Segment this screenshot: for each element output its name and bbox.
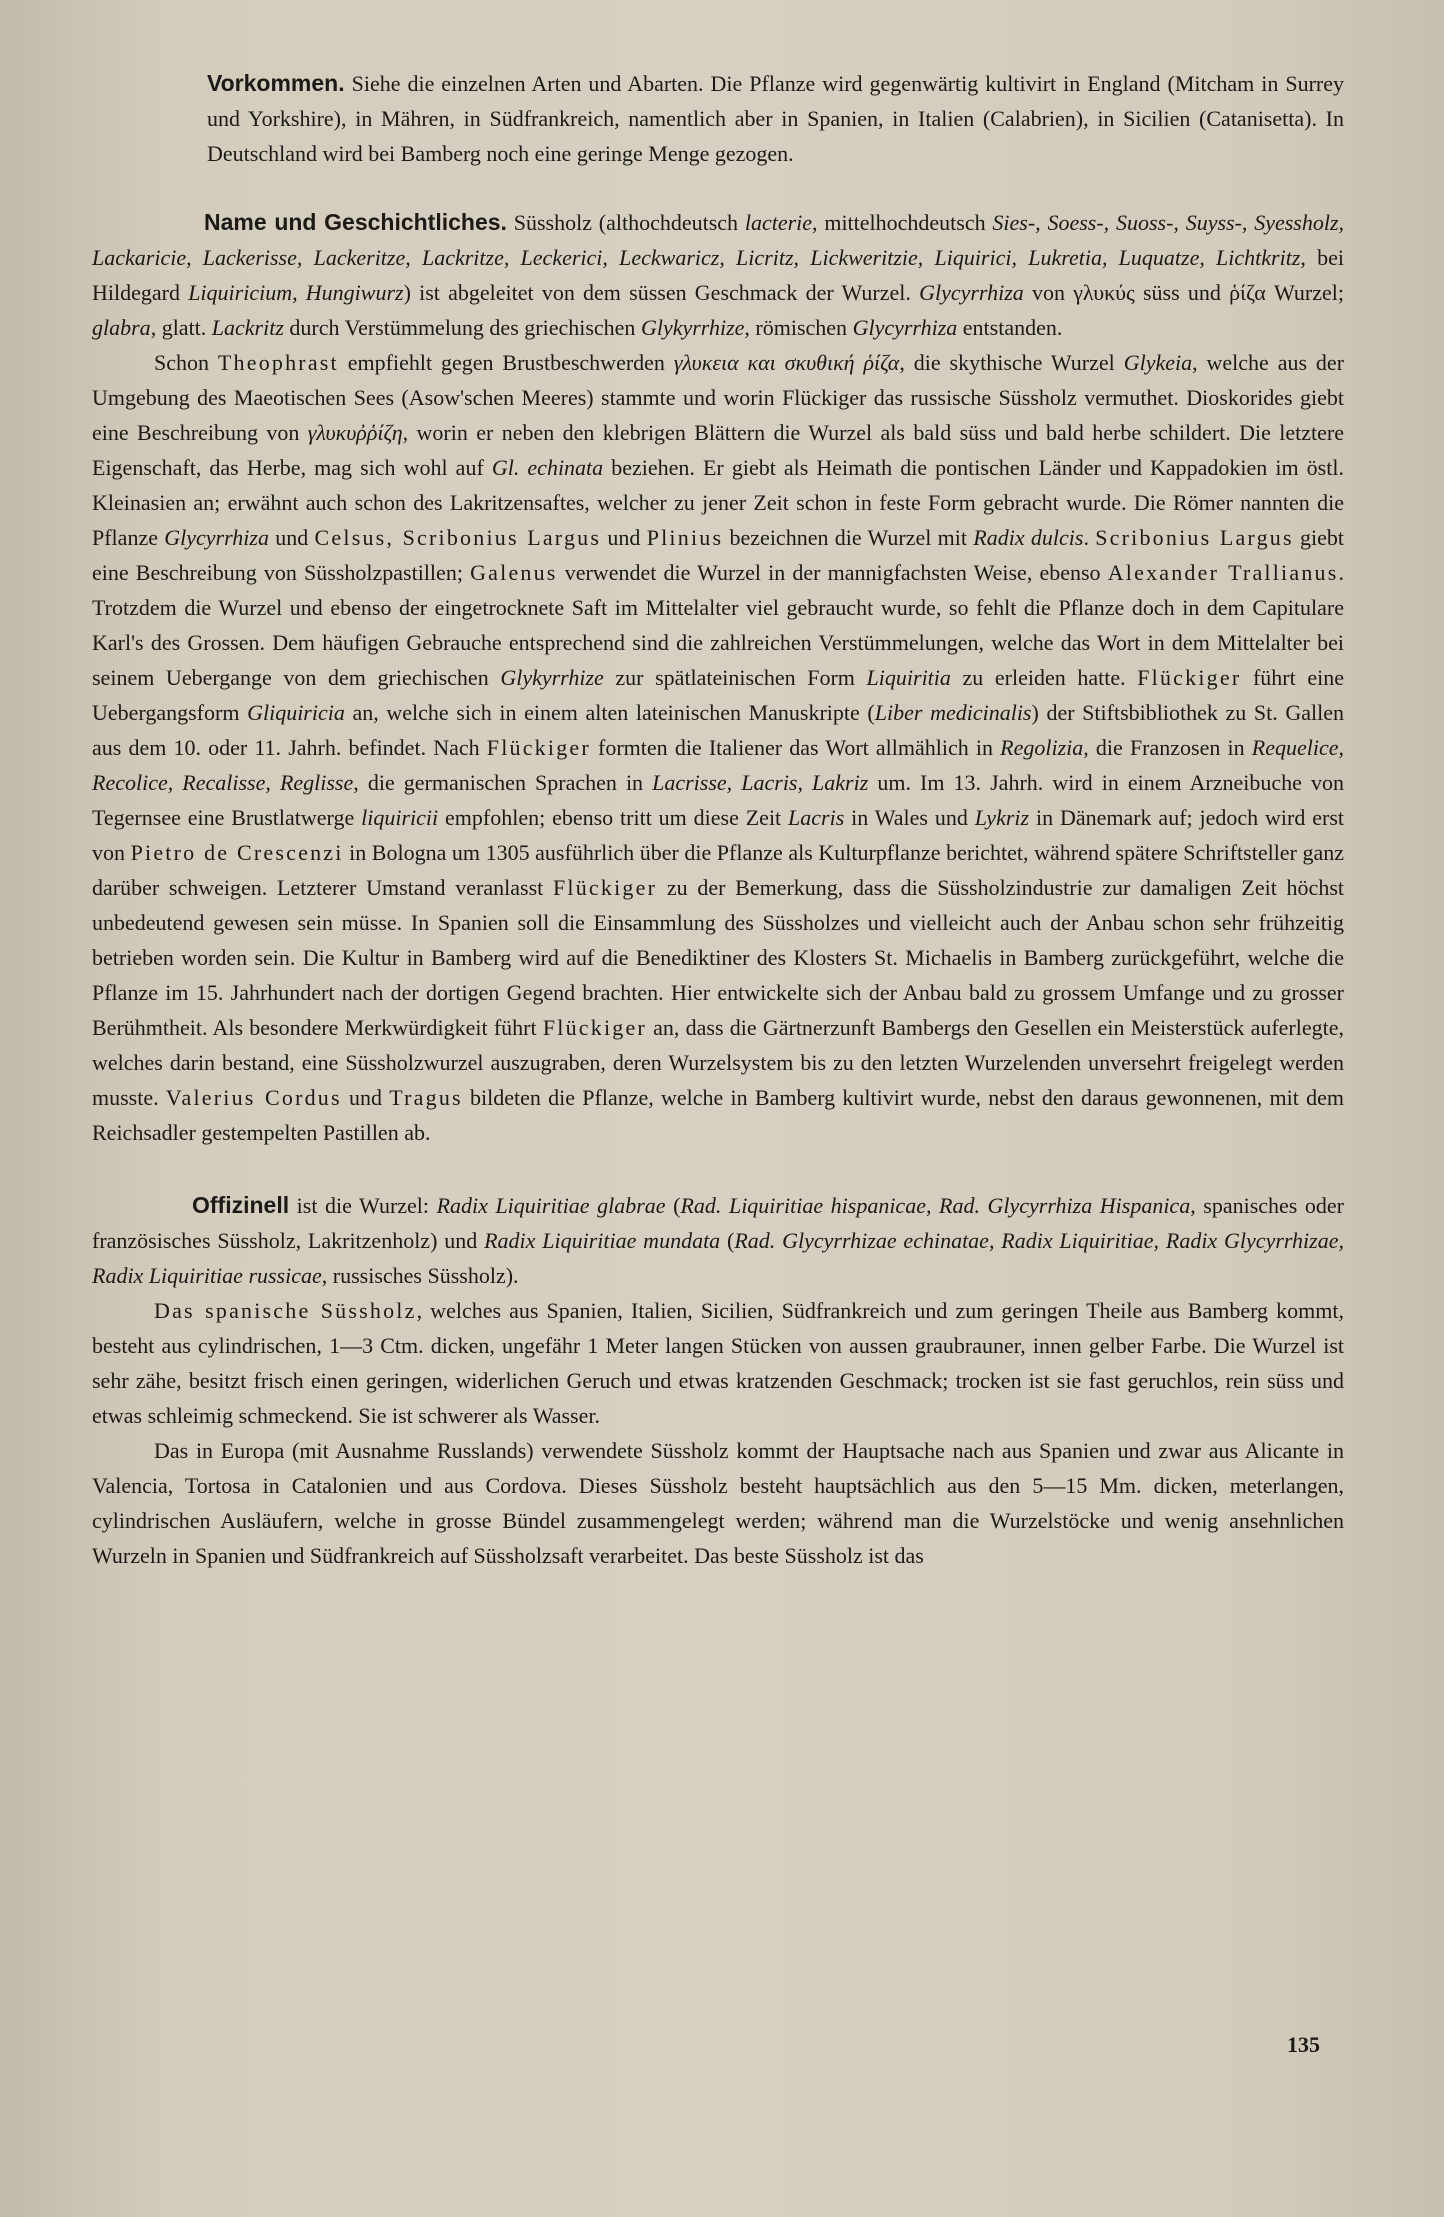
- text-run: Schon: [154, 350, 218, 375]
- text-run: , worin er neben den klebrigen Blättern die Wurzel als bald süss und bald herbe schildert. Die letztere Eigenschaft, das Herbe, mag sich wohl auf: [92, 420, 1344, 480]
- italic-term: Radix Liquiritiae mundata: [484, 1228, 721, 1253]
- italic-term: Lykriz: [974, 805, 1030, 830]
- text-run: um. Im 13. Jahrh. wird in einem Arzneibuche von Tegernsee eine Brustlatwerge: [92, 770, 1344, 830]
- text-run: empfiehlt gegen Brustbeschwerden: [338, 350, 674, 375]
- italic-term: Lacris: [788, 805, 845, 830]
- spaced-name: Flückiger: [552, 875, 658, 900]
- text-run: , mittelhochdeutsch: [812, 210, 993, 235]
- section-heading: Name und Geschichtliches.: [204, 209, 507, 235]
- paragraph: [92, 345, 1344, 1150]
- page-number: 135: [1287, 2032, 1320, 2057]
- text-run: , bei Hildegard: [92, 245, 1344, 305]
- text-run: beziehen. Er giebt als Heimath die pontischen Länder und Kappadokien im östl. Kleinasien an; erwähnt auch schon des Lakritzensaftes, welcher zu jener Zeit schon in feste Form gebracht wurde. Die Römer nannten die Pflanze: [92, 455, 1344, 550]
- text-run: , die germanischen Sprachen in: [353, 770, 653, 795]
- text-run: zu der Bemerkung, dass die Süssholzindustrie zur damaligen Zeit höchst unbedeutend gewesen sein müsse. In Spanien soll die Einsammlung des Süssholzes und vielleicht auch der Anbau schon sehr frühzeitig betrieben worden sein. Die Kultur in Bamberg wird auf die Benediktiner des Klosters St. Michaelis in Bamberg zurückgeführt, welche die Pflanze im 15. Jahrhundert nach der dortigen Gegend brachten. Hier entwickelte sich der Anbau bald zu grossem Umfange und zu grosser Berühmtheit. Als besondere Merkwürdigkeit führt: [92, 875, 1344, 1040]
- italic-term: Gl. echinata: [491, 455, 604, 480]
- text-run: Süssholz (althochdeutsch: [513, 210, 745, 235]
- text-run: ) ist abgeleitet von dem süssen Geschmack der Wurzel.: [403, 280, 920, 305]
- text-run: (: [665, 1193, 681, 1218]
- italic-term: glabra: [92, 315, 151, 340]
- italic-term: Lacrisse, Lacris, Lakriz: [652, 770, 869, 795]
- italic-term: Sies-, Soess-, Suoss-, Suyss-, Syessholz, Lackaricie, Lackerisse, Lackeritze, Lackritze, Leckerici, Leckwaricz, Licritz, Lickweritzie, Liquirici, Lukretia, Luquatze, Lichtkritz: [92, 210, 1345, 270]
- spaced-name: Scribonius Largus: [1095, 525, 1294, 550]
- italic-term: Glycyrrhiza: [919, 280, 1024, 305]
- text-run: formten die Italiener das Wort allmählich in: [590, 735, 1001, 760]
- text-run: .: [1083, 525, 1096, 550]
- text-run: . Trotzdem die Wurzel und ebenso der eingetrocknete Saft im Mittelalter viel gebraucht wurde, so fehlt die Pflanze doch in dem Capitulare Karl's des Grossen. Dem häufigen Gebrauche entsprechend sind die zahlreichen Verstümmelungen, welche das Wort in dem Mittelalter bei seinem Uebergange von dem griechischen: [92, 560, 1344, 690]
- italic-term: Radix dulcis: [973, 525, 1084, 550]
- spaced-name: Celsus, Scribonius Largus: [314, 525, 602, 550]
- text-run: durch Verstümmelung des griechischen: [283, 315, 641, 340]
- italic-term: Rad. Liquiritiae hispanicae, Rad. Glycyrrhiza Hispanica: [680, 1193, 1191, 1218]
- text-run: verwendet die Wurzel in der mannigfachsten Weise, ebenso: [557, 560, 1108, 585]
- italic-term: γλυκεια και σκυθική ῥίζα: [673, 350, 900, 375]
- italic-term: Lackritz: [211, 315, 284, 340]
- paragraph: [92, 1188, 1344, 1293]
- italic-term: Rad. Glycyrrhizae echinatae, Radix Liquiritiae, Radix Glycyrrhizae, Radix Liquiritiae russicae: [92, 1228, 1344, 1288]
- italic-term: Glykyrrhize: [640, 315, 745, 340]
- text-run: ist die Wurzel:: [289, 1193, 437, 1218]
- section-heading: Vorkommen.: [207, 70, 345, 96]
- italic-term: Liquiricium, Hungiwurz: [188, 280, 404, 305]
- paragraph: [92, 205, 1344, 345]
- spaced-name: Plinius: [646, 525, 724, 550]
- italic-term: Glycyrrhiza: [164, 525, 269, 550]
- paragraph-text: Siehe die einzelnen Arten und Abarten. Die Pflanze wird gegenwärtig kultivirt in England (Mitcham in Surrey und Yorkshire), in Mähren, in Südfrankreich, namentlich aber in Spanien, in Italien (Calabrien), in Sicilien (Catanisetta). In Deutschland wird bei Bamberg noch eine geringe Menge gezogen.: [207, 71, 1344, 166]
- text-run: an, dass die Gärtnerzunft Bambergs den Gesellen ein Meisterstück auferlegte, welches darin bestand, eine Süssholzwurzel auszugraben, deren Wurzelsystem bis zu den letzten Wurzelenden unversehrt freigelegt werden musste.: [92, 1015, 1345, 1110]
- text-run: , die Franzosen in: [1083, 735, 1252, 760]
- text-run: und: [268, 525, 315, 550]
- spaced-name: Theophrast: [217, 350, 339, 375]
- text-run: und: [341, 1085, 390, 1110]
- italic-term: liquiricii: [361, 805, 439, 830]
- text-run: an, welche sich in einem alten lateinischen Manuskripte (: [344, 700, 875, 725]
- italic-term: Radix Liquiritiae glabrae: [436, 1193, 666, 1218]
- spaced-name: Flückiger: [486, 735, 591, 760]
- text-run: führt eine Uebergangsform: [92, 665, 1344, 725]
- text-run: in Dänemark auf; jedoch wird erst von: [92, 805, 1344, 865]
- text-run: (: [720, 1228, 735, 1253]
- text-run: , glatt.: [150, 315, 212, 340]
- section-offizinell: [92, 1188, 1344, 1573]
- text-run: , russisches Süssholz).: [321, 1263, 519, 1288]
- italic-term: Glykeia: [1123, 350, 1193, 375]
- text-run: ) der Stiftsbibliothek zu St. Gallen aus dem 10. oder 11. Jahrh. befindet. Nach: [92, 700, 1344, 760]
- italic-term: lacterie: [744, 210, 813, 235]
- text-run: in Wales und: [844, 805, 975, 830]
- section-name-und-geschichtliches: [92, 205, 1344, 1150]
- spaced-name: Pietro de Crescenzi: [130, 840, 344, 865]
- italic-term: Glykyrrhize: [500, 665, 604, 690]
- text-run: zu erleiden hatte.: [950, 665, 1138, 690]
- text-run: , die skythische Wurzel: [899, 350, 1124, 375]
- text-run: bildeten die Pflanze, welche in Bamberg kultivirt wurde, nebst den daraus gewonnenen, mit dem Reichsadler gestempelten Pastillen ab.: [92, 1085, 1344, 1145]
- italic-term: Requelice, Recolice, Recalisse, Reglisse: [92, 735, 1344, 795]
- section-heading: Offizinell: [192, 1192, 290, 1218]
- italic-term: Liquiritia: [866, 665, 951, 690]
- section-vorkommen: [207, 66, 1344, 171]
- italic-term: Regolizia: [1000, 735, 1084, 760]
- text-run: , welche aus der Umgebung des Maeotischen Sees (Asow'schen Meeres) stammte und worin Flückiger das russische Süssholz vermuthet. Dioskorides giebt eine Beschreibung von: [92, 350, 1345, 445]
- text-run: empfohlen; ebenso tritt um diese Zeit: [438, 805, 789, 830]
- spaced-name: Flückiger: [542, 1015, 647, 1040]
- italic-term: Glycyrrhiza: [852, 315, 958, 340]
- spaced-name: Galenus: [470, 560, 558, 585]
- text-run: giebt eine Beschreibung von Süssholzpastillen;: [92, 525, 1345, 585]
- text-run: entstanden.: [957, 315, 1063, 340]
- spaced-name: Valerius Cordus: [165, 1085, 342, 1110]
- italic-term: Liber medicinalis: [874, 700, 1032, 725]
- text-run: , spanisches oder französisches Süssholz, Lakritzenholz) und: [92, 1193, 1344, 1253]
- paragraph: [92, 1293, 1344, 1433]
- italic-term: γλυκυῤῥίζη: [307, 420, 403, 445]
- text-run: , römischen: [744, 315, 853, 340]
- text-run: , welches aus Spanien, Italien, Sicilien, Südfrankreich und zum geringen Theile aus Bamberg kommt, besteht aus cylindrischen, 1—3 Ctm. dicken, ungefähr 1 Meter langen Stücken von aussen graubrauner, innen gelber Farbe. Die Wurzel ist sehr zähe, besitzt frisch einen geringen, widerlichen Geruch und etwas kratzenden Geschmack; trocken ist sie fast geruchlos, rein süss und etwas schleimig schmeckend. Sie ist schwerer als Wasser.: [92, 1298, 1344, 1428]
- text-run: von γλυκύς süss und ῥίζα Wurzel;: [1023, 280, 1344, 305]
- text-run: in Bologna um 1305 ausführlich über die Pflanze als Kulturpflanze berichtet, während spätere Schriftsteller ganz darüber schweigen. Letzterer Umstand veranlasst: [92, 840, 1344, 900]
- spaced-name: Tragus: [389, 1085, 463, 1110]
- italic-term: Gliquiricia: [247, 700, 345, 725]
- spaced-name: Flückiger: [1137, 665, 1242, 690]
- text-run: und: [601, 525, 647, 550]
- text-run: bezeichnen die Wurzel mit: [723, 525, 974, 550]
- spaced-name: Das spanische Süssholz: [154, 1298, 417, 1323]
- text-run: zur spätlateinischen Form: [603, 665, 867, 690]
- paragraph: [207, 66, 1344, 171]
- spaced-name: Alexander Trallianus: [1107, 560, 1339, 585]
- paragraph: Das in Europa (mit Ausnahme Russlands) verwendete Süssholz kommt der Hauptsache nach aus Spanien und zwar aus Alicante in Valencia, Tortosa in Catalonien und aus Cordova. Dieses Süssholz besteht hauptsächlich aus den 5—15 Mm. dicken, meterlangen, cylindrischen Ausläufern, welche in grosse Bündel zusammengelegt werden; während man die Wurzelstöcke und wenig ansehnlichen Wurzeln in Spanien und Südfrankreich auf Süssholzsaft verarbeitet. Das beste Süssholz ist das: [92, 1438, 1344, 1568]
